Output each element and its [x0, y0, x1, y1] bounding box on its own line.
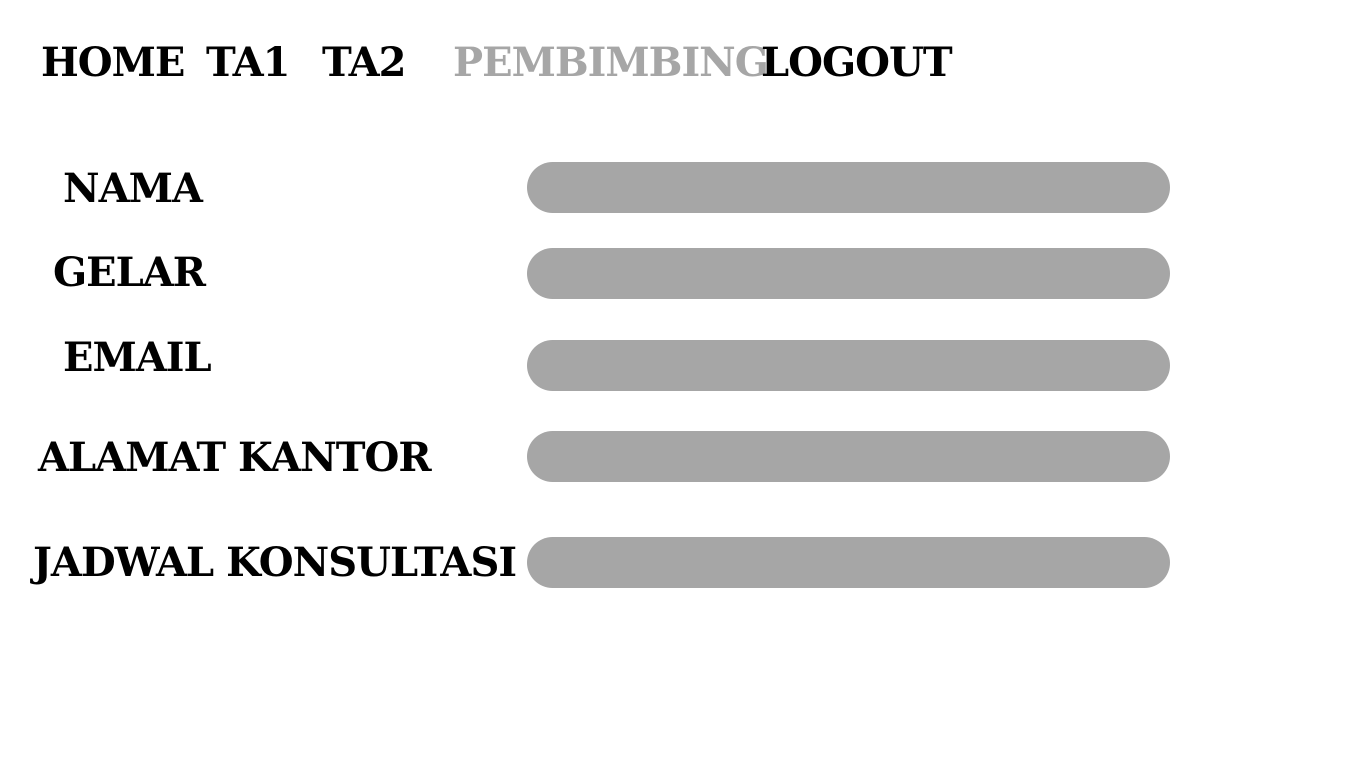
top-navigation	[0, 40, 1366, 90]
alamat-kantor-input[interactable]	[527, 431, 1170, 482]
nav-home-link[interactable]: HOME	[41, 39, 185, 86]
gelar-label: GELAR	[53, 249, 206, 296]
alamat-kantor-label: ALAMAT KANTOR	[38, 434, 431, 481]
jadwal-konsultasi-label: JADWAL KONSULTASI	[33, 539, 517, 586]
nama-input[interactable]	[527, 162, 1170, 213]
email-input[interactable]	[527, 340, 1170, 391]
nama-label: NAMA	[63, 165, 202, 212]
jadwal-konsultasi-input[interactable]	[527, 537, 1170, 588]
nav-pembimbing-link[interactable]: PEMBIMBING	[453, 39, 768, 86]
nav-ta1-link[interactable]: TA1	[206, 39, 290, 86]
gelar-input[interactable]	[527, 248, 1170, 299]
email-label: EMAIL	[63, 334, 211, 381]
nav-ta2-link[interactable]: TA2	[322, 39, 406, 86]
nav-logout-link[interactable]: LOGOUT	[761, 39, 952, 86]
